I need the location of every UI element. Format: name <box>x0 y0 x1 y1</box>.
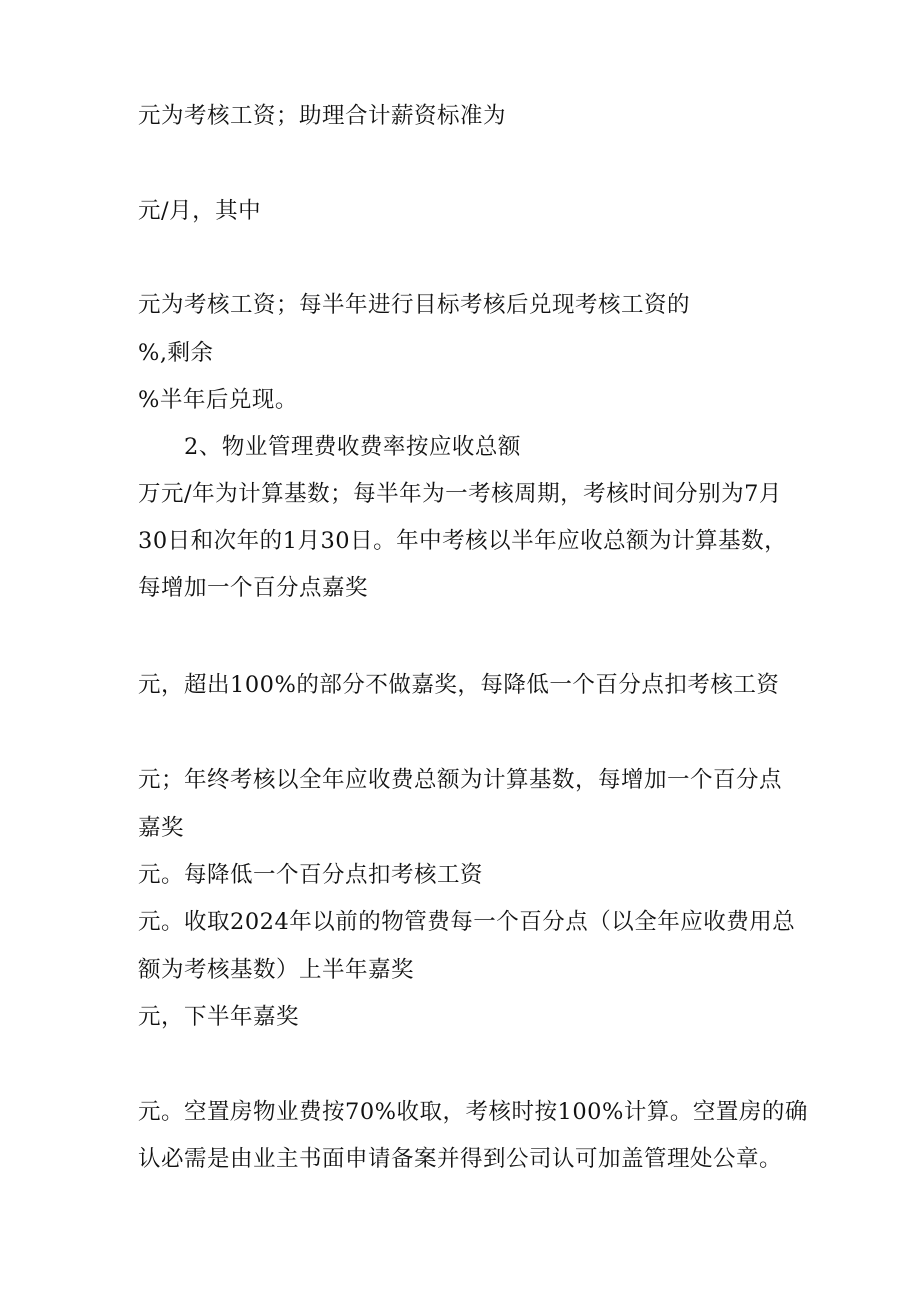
text-line: 元。空置房物业费按70%收取，考核时按100%计算。空置房的确 <box>138 1099 808 1125</box>
text-line: 元。收取2024年以前的物管费每一个百分点（以全年应收费用总 <box>138 909 796 935</box>
text-line: %,剩余 <box>138 340 214 366</box>
text-line: 元/月，其中 <box>138 198 262 224</box>
text-line: 元；年终考核以全年应收费总额为计算基数，每增加一个百分点 <box>138 767 783 793</box>
text-line: 2、物业管理费收费率按应收总额 <box>184 434 521 460</box>
text-line: 元，超出100%的部分不做嘉奖，每降低一个百分点扣考核工资 <box>138 672 780 698</box>
text-line: 元为考核工资；每半年进行目标考核后兑现考核工资的 <box>138 292 691 318</box>
text-line: %半年后兑现。 <box>138 387 298 413</box>
text-line: 万元/年为计算基数；每半年为一考核周期，考核时间分别为7月 <box>138 481 782 507</box>
text-line: 元。每降低一个百分点扣考核工资 <box>138 862 484 888</box>
text-line: 嘉奖 <box>138 815 185 841</box>
text-line: 30日和次年的1月30日。年中考核以半年应收总额为计算基数， <box>138 528 788 554</box>
text-line: 额为考核基数）上半年嘉奖 <box>138 957 415 983</box>
text-line: 每增加一个百分点嘉奖 <box>138 575 369 601</box>
text-line: 元，下半年嘉奖 <box>138 1004 300 1030</box>
text-line: 元为考核工资；助理合计薪资标准为 <box>138 103 507 129</box>
text-line: 认必需是由业主书面申请备案并得到公司认可加盖管理处公章。 <box>138 1146 783 1172</box>
